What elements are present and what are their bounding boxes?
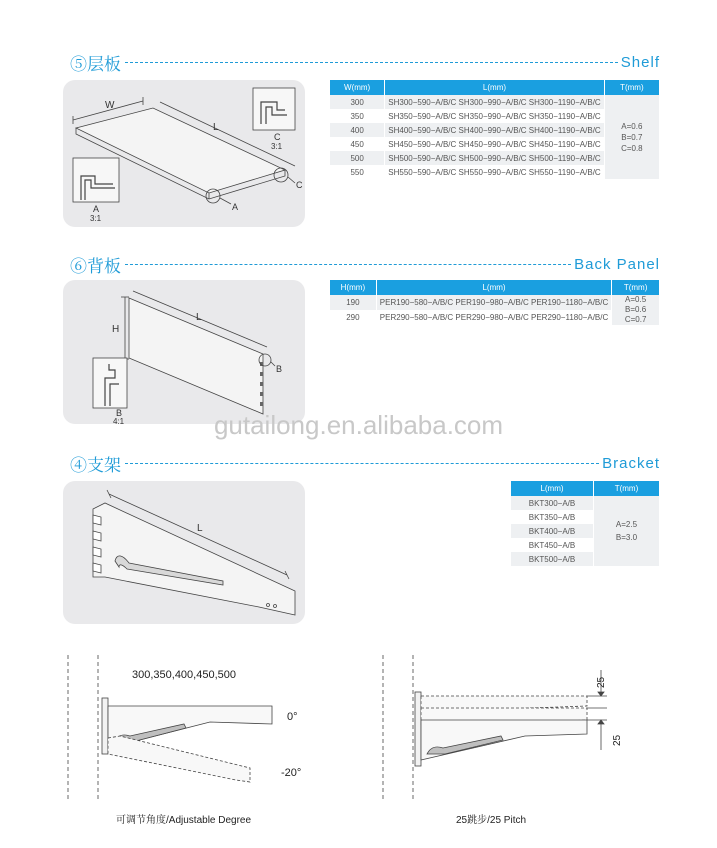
title-divider xyxy=(125,62,618,63)
cell-l: PER190−580−A/B/C PER190−980−A/B/C PER190−1180−A/B/C xyxy=(376,295,611,310)
section-name-bracket: Bracket xyxy=(602,454,660,472)
cell-l: SH300−590−A/B/C SH300−990−A/B/C SH300−1190−A/B/C xyxy=(385,95,604,109)
angle-label-minus-20: -20° xyxy=(281,767,302,779)
table-header-row xyxy=(330,280,660,295)
cell-w: 550 xyxy=(330,165,385,179)
pitch-caption: 25跳步/25 Pitch xyxy=(456,815,527,826)
bracket-drawing-panel xyxy=(63,481,305,624)
dim-label-w: W xyxy=(105,100,115,111)
cell-w: 300 xyxy=(330,95,385,109)
dim-label-l: L xyxy=(197,523,203,534)
pitch-dimension-top: 25 xyxy=(596,676,607,688)
pitch-drawing xyxy=(375,650,645,810)
table-header-row xyxy=(330,80,660,95)
header-l: L(mm) xyxy=(385,80,604,95)
header-t: T(mm) xyxy=(604,80,659,95)
cell-thickness xyxy=(594,496,660,566)
section-name-back-panel: Back Panel xyxy=(574,255,660,273)
header-t: T(mm) xyxy=(594,481,660,496)
thickness-a: A=0.5 xyxy=(625,295,647,304)
shelf-drawing-panel xyxy=(63,80,305,227)
thickness-b: B=0.6 xyxy=(625,305,647,314)
cell-h: 290 xyxy=(330,310,376,325)
thickness-b: B=0.7 xyxy=(621,132,643,142)
callout-c: C xyxy=(296,180,303,190)
cell-l: BKT350−A/B xyxy=(511,510,594,524)
table-row xyxy=(330,95,660,109)
detail-label-b: B xyxy=(116,408,123,418)
bracket-sizes-label: 300,350,400,450,500 xyxy=(132,669,236,681)
thickness-a: A=2.5 xyxy=(615,520,638,529)
cell-l: BKT500−A/B xyxy=(511,552,594,566)
thickness-b: B=3.0 xyxy=(615,533,638,542)
title-divider xyxy=(125,264,571,265)
detail-label-a: A xyxy=(93,204,100,214)
shelf-drawing xyxy=(63,80,305,227)
cell-w: 450 xyxy=(330,137,385,151)
back-panel-drawing xyxy=(63,280,305,424)
header-l: L(mm) xyxy=(511,481,594,496)
cell-w: 350 xyxy=(330,109,385,123)
callout-a: A xyxy=(232,202,239,212)
cell-l: BKT300−A/B xyxy=(511,496,594,510)
thickness-c: C=0.7 xyxy=(624,315,647,324)
cell-l: SH450−590−A/B/C SH450−990−A/B/C SH450−1190−A/B/C xyxy=(385,137,604,151)
table-header-row xyxy=(511,481,660,496)
header-w: W(mm) xyxy=(330,80,385,95)
callout-b: B xyxy=(276,364,283,374)
thickness-c: C=0.8 xyxy=(621,143,643,153)
cell-l: SH350−590−A/B/C SH350−990−A/B/C SH350−1190−A/B/C xyxy=(385,109,604,123)
watermark: gutailong.en.alibaba.com xyxy=(213,410,504,440)
dim-label-l: L xyxy=(213,122,219,133)
cell-l: PER290−580−A/B/C PER290−980−A/B/C PER290−1180−A/B/C xyxy=(376,310,611,325)
section-title-back-panel xyxy=(70,254,660,274)
cell-l: SH400−590−A/B/C SH400−990−A/B/C SH400−1190−A/B/C xyxy=(385,123,604,137)
pitch-dimension-bottom: 25 xyxy=(612,734,623,746)
cell-thickness xyxy=(612,295,660,325)
section-number-bracket: ④支架 xyxy=(70,455,121,475)
table-row xyxy=(330,295,660,310)
cell-thickness xyxy=(604,95,659,179)
section-number-back-panel: ⑥背板 xyxy=(70,256,121,276)
table-row xyxy=(511,496,660,510)
cell-w: 500 xyxy=(330,151,385,165)
cell-h: 190 xyxy=(330,295,376,310)
cell-l: BKT400−A/B xyxy=(511,524,594,538)
back-panel-spec-table xyxy=(330,280,660,325)
title-divider xyxy=(125,463,599,464)
detail-label-c: C xyxy=(274,132,281,142)
cell-l: SH500−590−A/B/C SH500−990−A/B/C SH500−1190−A/B/C xyxy=(385,151,604,165)
angle-label-0: 0° xyxy=(287,711,298,723)
thickness-a: A=0.6 xyxy=(621,121,643,131)
cell-w: 400 xyxy=(330,123,385,137)
shelf-spec-table xyxy=(330,80,660,179)
section-title-shelf xyxy=(70,52,660,72)
cell-l: BKT450−A/B xyxy=(511,538,594,552)
dim-label-h: H xyxy=(112,324,120,335)
section-title-bracket xyxy=(70,453,660,473)
adjustable-degree-caption: 可调节角度/Adjustable Degree xyxy=(116,815,252,826)
detail-scale-b: 4:1 xyxy=(113,417,125,424)
table-row xyxy=(330,310,660,325)
dim-label-l: L xyxy=(196,312,202,323)
back-panel-drawing-panel xyxy=(63,280,305,424)
detail-scale-c: 3:1 xyxy=(271,142,283,151)
section-name-shelf: Shelf xyxy=(620,53,660,71)
cell-l: SH550−590−A/B/C SH550−990−A/B/C SH550−1190−A/B/C xyxy=(385,165,604,179)
header-t: T(mm) xyxy=(612,280,660,295)
detail-scale-a: 3:1 xyxy=(90,214,102,223)
header-l: L(mm) xyxy=(376,280,611,295)
bracket-spec-table xyxy=(511,481,660,566)
header-h: H(mm) xyxy=(330,280,376,295)
bracket-drawing xyxy=(63,481,305,624)
section-number-shelf: ⑤层板 xyxy=(70,54,121,74)
